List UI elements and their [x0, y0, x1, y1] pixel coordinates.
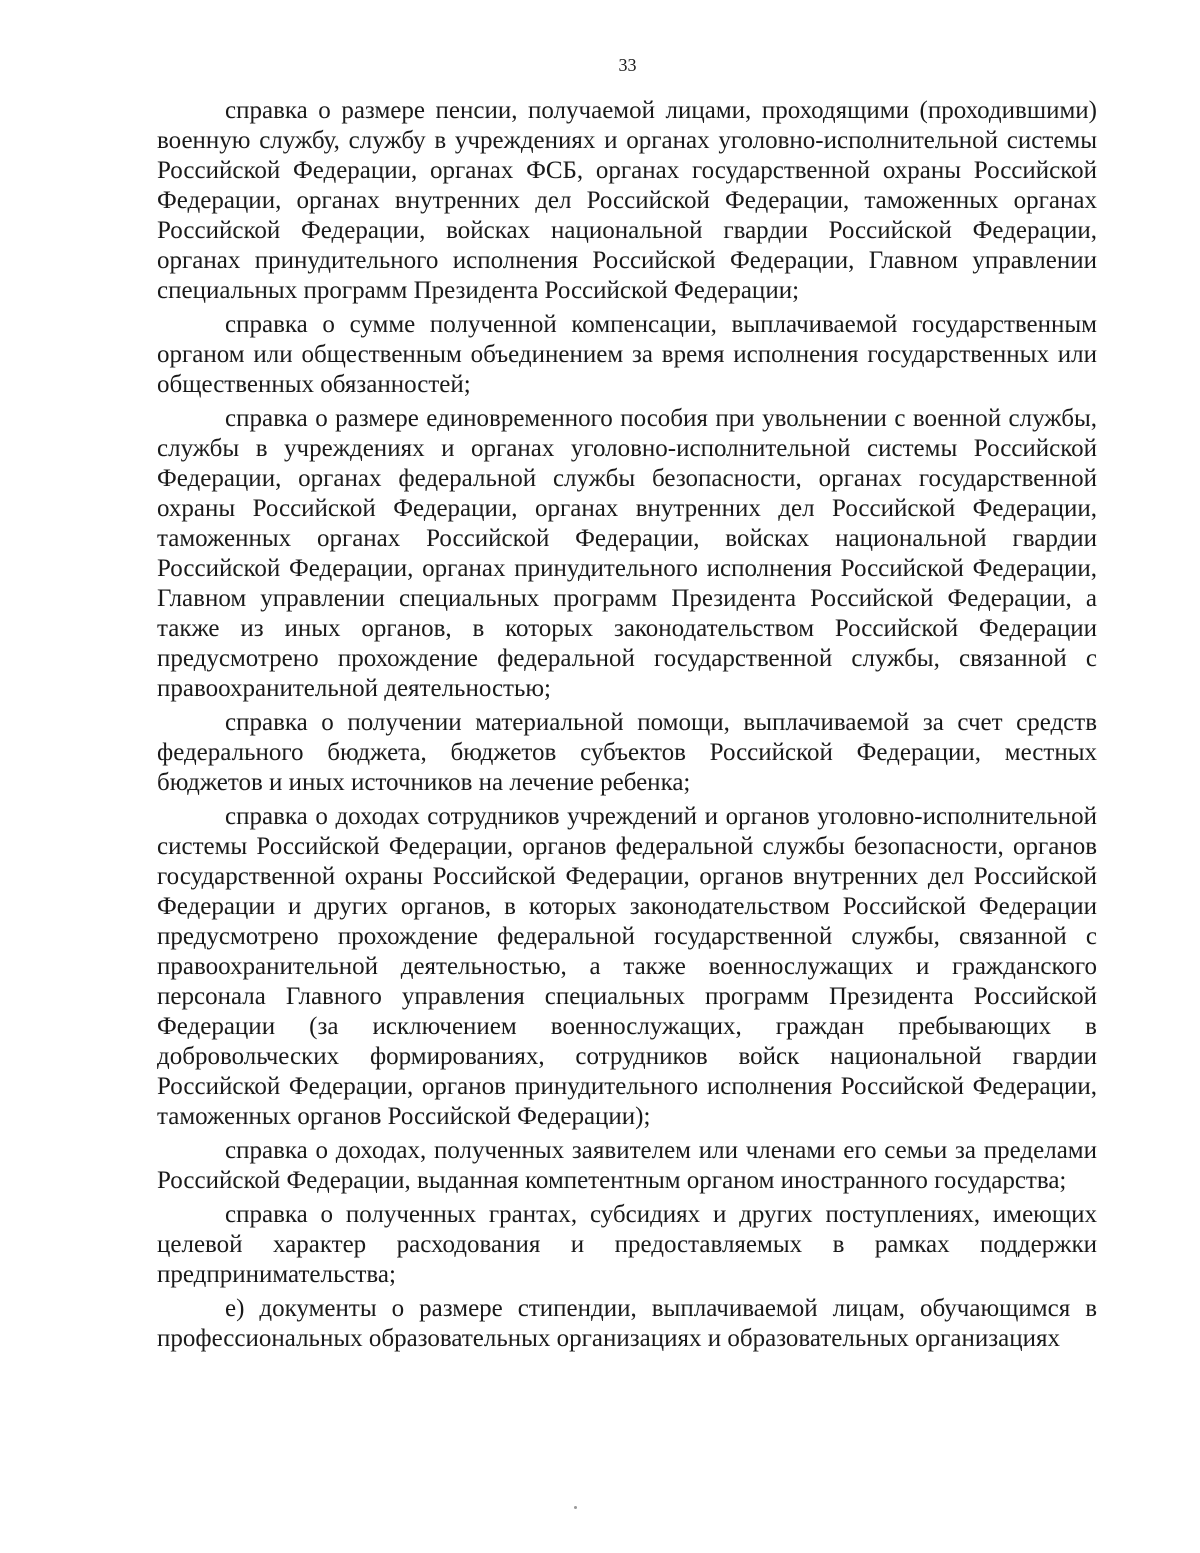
page-number: 33	[618, 55, 637, 75]
scan-speck	[574, 1506, 577, 1509]
paragraph-officers-income-certificate: справка о доходах сотрудников учреждений и органов уголовно-исполнительной системы Российской Федерации, органов федеральной службы безопасности, органов государственной охраны Российской Федерации, органов внутренних дел Российской Федерации и других органов, в которых законодательством Российской Федерации предусмотрено прохождение федеральной государственной службы, связанной с правоохранительной деятельностью, а также военнослужащих и гражданского персонала Главного управления специальных программ Президента Российской Федерации (за исключением военнослужащих, граждан пребывающих в добровольческих формированиях, сотрудников войск национальной гвардии Российской Федерации, органов принудительного исполнения Российской Федерации, таможенных органов Российской Федерации);	[157, 803, 1097, 1130]
paragraph-lump-sum-allowance-certificate: справка о размере единовременного пособия при увольнении с военной службы, службы в учреждениях и органах уголовно-исполнительной системы Российской Федерации, органах федеральной службы безопасности, органах государственной охраны Российской Федерации, органах внутренних дел Российской Федерации, таможенных органах Российской Федерации, войсках национальной гвардии Российской Федерации, органах принудительного исполнения Российской Федерации, Главном управлении специальных программ Президента Российской Федерации, а также из иных органов, в которых законодательством Российской Федерации предусмотрено прохождение федеральной государственной службы, связанной с правоохранительной деятельностью;	[157, 405, 1097, 702]
paragraph-grants-certificate: справка о полученных грантах, субсидиях и других поступлениях, имеющих целевой характер расходования и предоставляемых в рамках поддержки предпринимательства;	[157, 1201, 1097, 1288]
paragraph-material-aid-certificate: справка о получении материальной помощи, выплачиваемой за счет средств федерального бюджета, бюджетов субъектов Российской Федерации, местных бюджетов и иных источников на лечение ребенка;	[157, 709, 1097, 796]
paragraph-compensation-certificate: справка о сумме полученной компенсации, выплачиваемой государственным органом или общественным объединением за время исполнения государственных или общественных обязанностей;	[157, 311, 1097, 398]
paragraph-foreign-income-certificate: справка о доходах, полученных заявителем или членами его семьи за пределами Российской Федерации, выданная компетентным органом иностранного государства;	[157, 1137, 1097, 1194]
paragraph-pension-certificate: справка о размере пенсии, получаемой лицами, проходящими (проходившими) военную службу, службу в учреждениях и органах уголовно-исполнительной системы Российской Федерации, органах ФСБ, органах государственной охраны Российской Федерации, органах внутренних дел Российской Федерации, таможенных органах Российской Федерации, войсках национальной гвардии Российской Федерации, органах принудительного исполнения Российской Федерации, Главном управлении специальных программ Президента Российской Федерации;	[157, 97, 1097, 304]
document-body	[157, 96, 1097, 1358]
paragraph-scholarship-documents: е) документы о размере стипендии, выплачиваемой лицам, обучающимся в профессиональных образовательных организациях и образовательных организациях	[157, 1295, 1097, 1352]
